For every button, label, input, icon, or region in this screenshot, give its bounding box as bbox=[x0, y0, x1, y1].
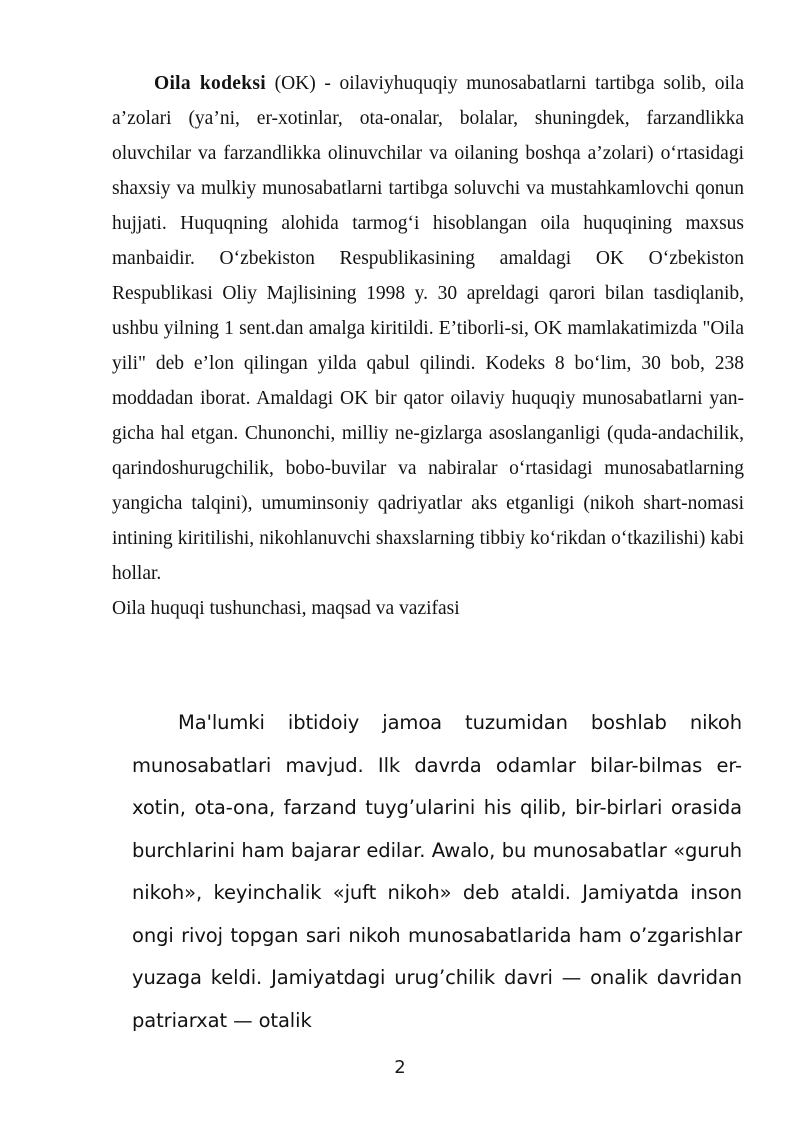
paragraph-oila-kodeksi-definition bbox=[112, 66, 744, 591]
page-number: 2 bbox=[394, 1057, 406, 1078]
serif-text-block bbox=[112, 66, 744, 626]
lead-bold-term: Oila kodeksi bbox=[154, 73, 266, 94]
paragraph-body-text: (OK) - oilaviyhuquqiy munosabatlarni tartibga solib, oila a’zolari (ya’ni, er-xotinlar, ota-onalar, bolalar, shuningdek, farzandlikka oluvchilar va farzandlikka olinuvchilar va oilaning boshqa a’zolari) o‘rtasidagi shaxsiy va mulkiy munosabatlarni tartibga soluvchi va mustahkamlovchi qonun hujjati. Huquqning alohida tarmog‘i hisoblangan oila huquqining maxsus manbaidir. O‘zbekiston Respublikasining amaldagi OK O‘zbekiston Respublikasi Oliy Majlisining 1998 y. 30 apreldagi qarori bilan tasdiqlanib, ushbu yilning 1 sent.dan amalga kiritildi. E’tiborli-si, OK mamlakatimizda "Oila yili" deb e’lon qilingan yilda qabul qilindi. Kodeks 8 bo‘lim, 30 bob, 238 moddadan iborat. Amaldagi OK bir qator oilaviy huquqiy munosabatlarni yan-gicha hal etgan. Chunonchi, milliy ne-gizlarga asoslanganligi (quda-andachilik, qarindoshurugchilik, bobo-buvilar va nabiralar o‘rtasidagi munosabatlarning yangicha talqini), umuminsoniy qadriyatlar aks etganligi (nikoh shart-nomasi intining kiritilishi, nikohlanuvchi shaxslarning tibbiy ko‘rikdan o‘tkazilishi) kabi hollar. bbox=[112, 73, 745, 584]
paragraph-nikoh-history: Ma'lumki ibtidoiy jamoa tuzumidan boshlab nikoh munosabatlari mavjud. Ilk davrda odamlar bilar-bilmas er-xotin, ota-ona, farzand tuyg’ularini his qilib, bir-birlari orasida burchlarini ham bajarar edilar. Awalo, bu munosabatlar «guruh nikoh», keyinchalik «juft nikoh» deb ataldi. Jamiyatda inson ongi rivoj topgan sari nikoh munosabatlarida ham o’zgarishlar yuzaga keldi. Jamiyatdagi urug’chilik davri — onalik davridan patriarxat — otalik bbox=[132, 711, 742, 1032]
sans-text-block bbox=[132, 702, 742, 1042]
section-heading-line: Oila huquqi tushunchasi, maqsad va vazifasi bbox=[112, 598, 460, 619]
